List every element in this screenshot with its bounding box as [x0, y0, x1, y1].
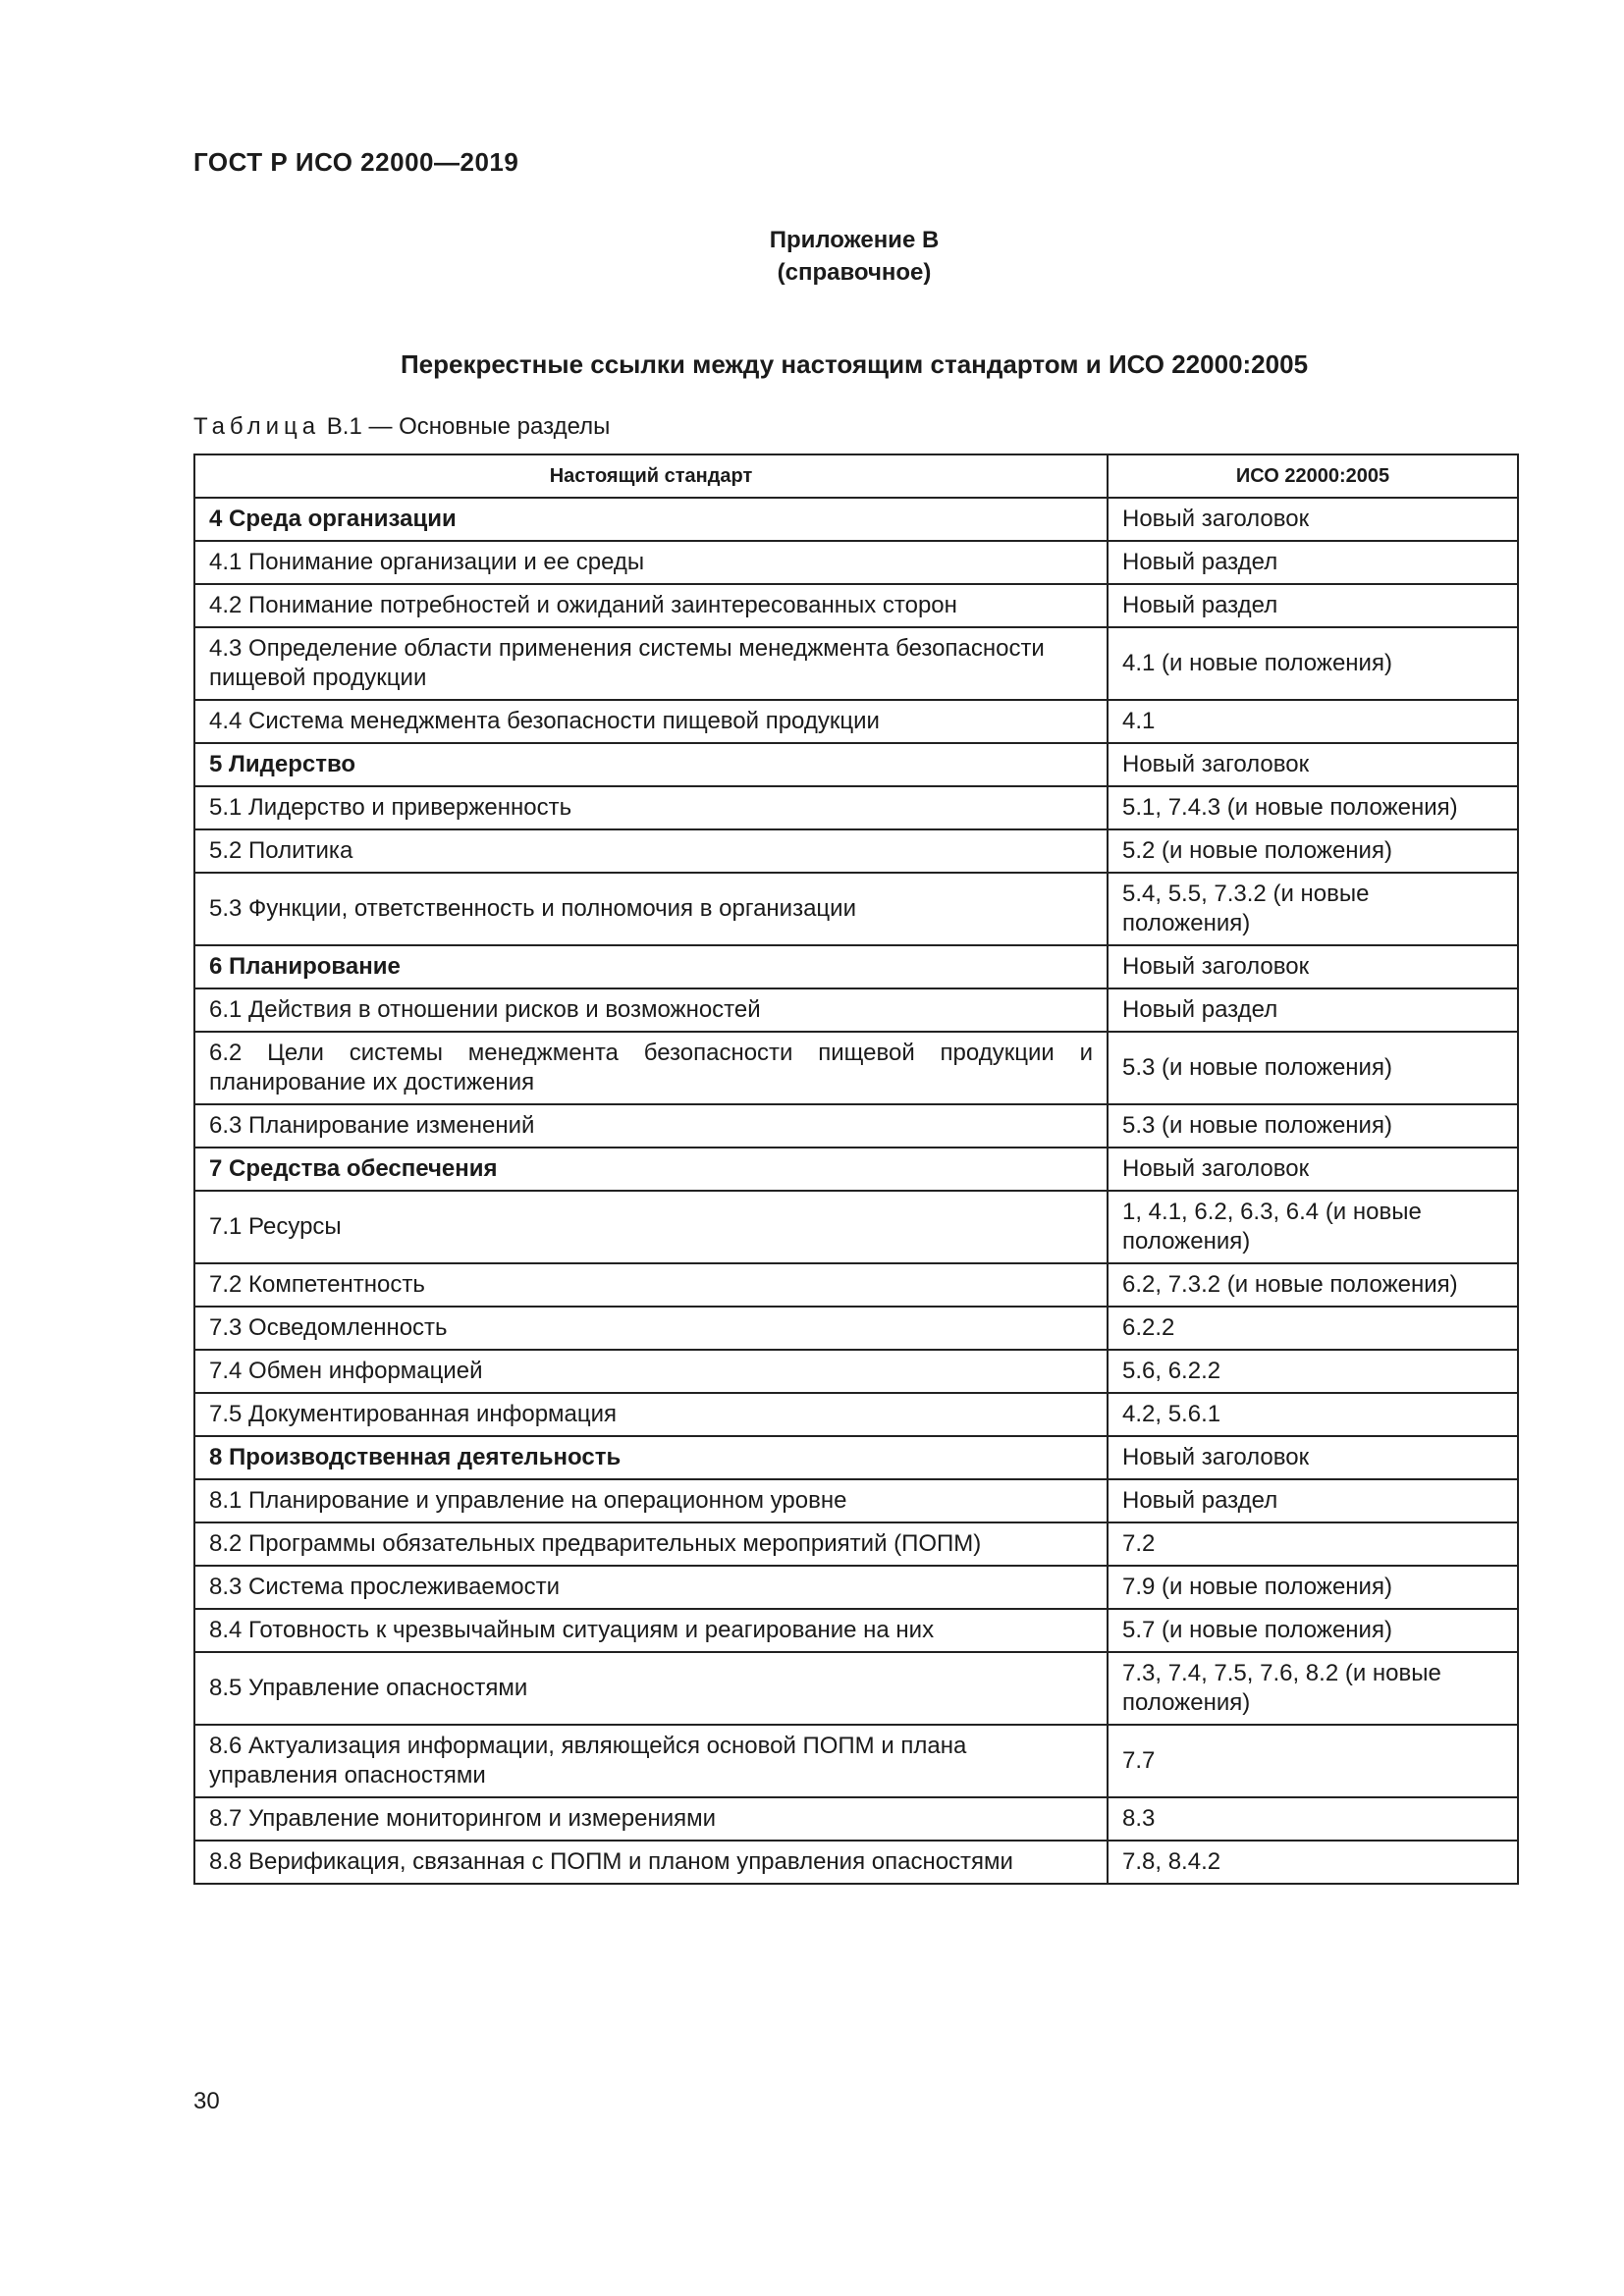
cell-standard: 7 Средства обеспечения: [194, 1148, 1108, 1191]
cell-standard: 7.4 Обмен информацией: [194, 1350, 1108, 1393]
table-row: [194, 700, 1518, 743]
table-row: [194, 1522, 1518, 1566]
cell-standard: 6 Планирование: [194, 945, 1108, 988]
table-caption: [193, 413, 610, 441]
page-number: 30: [193, 2088, 220, 2114]
table-row: [194, 584, 1518, 627]
cell-iso: 6.2, 7.3.2 (и новые положения): [1108, 1263, 1518, 1307]
table-header-row: [194, 454, 1518, 498]
cell-standard: 7.1 Ресурсы: [194, 1191, 1108, 1263]
cell-standard: 7.5 Документированная информация: [194, 1393, 1108, 1436]
table-row: [194, 1841, 1518, 1884]
cell-iso: 5.4, 5.5, 7.3.2 (и новые положения): [1108, 873, 1518, 945]
cell-standard: 8.4 Готовность к чрезвычайным ситуациям и реагирование на них: [194, 1609, 1108, 1652]
cell-iso: Новый заголовок: [1108, 1436, 1518, 1479]
cell-iso: 7.9 (и новые положения): [1108, 1566, 1518, 1609]
table-row: [194, 1479, 1518, 1522]
cell-iso: Новый раздел: [1108, 541, 1518, 584]
cell-iso: 4.1: [1108, 700, 1518, 743]
table-row: [194, 945, 1518, 988]
cell-iso: 7.2: [1108, 1522, 1518, 1566]
cell-iso: 1, 4.1, 6.2, 6.3, 6.4 (и новые положения): [1108, 1191, 1518, 1263]
table-row: [194, 1032, 1518, 1104]
cell-standard: 8.8 Верификация, связанная с ПОПМ и планом управления опасностями: [194, 1841, 1108, 1884]
appendix-heading: [0, 224, 1624, 289]
cell-standard: 8 Производственная деятельность: [194, 1436, 1108, 1479]
table-row: [194, 1350, 1518, 1393]
cell-standard: 8.7 Управление мониторингом и измерениями: [194, 1797, 1108, 1841]
cell-standard: 5.3 Функции, ответственность и полномочия в организации: [194, 873, 1108, 945]
cell-iso: 6.2.2: [1108, 1307, 1518, 1350]
cell-iso: 5.1, 7.4.3 (и новые положения): [1108, 786, 1518, 829]
cell-iso: 7.3, 7.4, 7.5, 7.6, 8.2 (и новые положения): [1108, 1652, 1518, 1725]
cell-standard: 4.4 Система менеджмента безопасности пищевой продукции: [194, 700, 1108, 743]
column-header-standard: Настоящий стандарт: [194, 454, 1108, 498]
cell-iso: Новый раздел: [1108, 988, 1518, 1032]
table-row: [194, 1148, 1518, 1191]
cell-standard: 8.6 Актуализация информации, являющейся основой ПОПМ и плана управления опасностями: [194, 1725, 1108, 1797]
document-header: ГОСТ Р ИСО 22000—2019: [193, 147, 519, 177]
cell-iso: 4.1 (и новые положения): [1108, 627, 1518, 700]
cell-iso: Новый заголовок: [1108, 945, 1518, 988]
cell-iso: 7.7: [1108, 1725, 1518, 1797]
table-row: [194, 786, 1518, 829]
cell-standard: 5.1 Лидерство и приверженность: [194, 786, 1108, 829]
table-row: [194, 1393, 1518, 1436]
cell-standard: 7.2 Компетентность: [194, 1263, 1108, 1307]
appendix-type: (справочное): [777, 259, 932, 286]
cell-standard: 4 Среда организации: [194, 498, 1108, 541]
table-row: [194, 498, 1518, 541]
cell-standard: 7.3 Осведомленность: [194, 1307, 1108, 1350]
cell-standard: 8.1 Планирование и управление на операционном уровне: [194, 1479, 1108, 1522]
table-row: [194, 1263, 1518, 1307]
cell-standard: 4.3 Определение области применения системы менеджмента безопасности пищевой продукции: [194, 627, 1108, 700]
table-row: [194, 873, 1518, 945]
table-row: [194, 1436, 1518, 1479]
cell-iso: Новый раздел: [1108, 584, 1518, 627]
table-caption-prefix: Таблица: [193, 413, 321, 440]
cell-iso: 5.6, 6.2.2: [1108, 1350, 1518, 1393]
cell-standard: 8.5 Управление опасностями: [194, 1652, 1108, 1725]
appendix-title: Приложение В: [769, 227, 940, 253]
cell-iso: 7.8, 8.4.2: [1108, 1841, 1518, 1884]
cell-iso: 4.2, 5.6.1: [1108, 1393, 1518, 1436]
column-header-iso: ИСО 22000:2005: [1108, 454, 1518, 498]
table-row: [194, 541, 1518, 584]
cell-standard: 8.3 Система прослеживаемости: [194, 1566, 1108, 1609]
table-row: [194, 988, 1518, 1032]
cell-iso: 8.3: [1108, 1797, 1518, 1841]
cell-iso: 5.2 (и новые положения): [1108, 829, 1518, 873]
cell-standard: 5.2 Политика: [194, 829, 1108, 873]
table-row: [194, 1307, 1518, 1350]
cell-iso: 5.7 (и новые положения): [1108, 1609, 1518, 1652]
table-row: [194, 627, 1518, 700]
table-title: Перекрестные ссылки между настоящим стандартом и ИСО 22000:2005: [400, 349, 1309, 379]
table-row: [194, 829, 1518, 873]
cell-iso: Новый заголовок: [1108, 743, 1518, 786]
table-row: [194, 1652, 1518, 1725]
cell-standard: 4.1 Понимание организации и ее среды: [194, 541, 1108, 584]
cell-iso: Новый заголовок: [1108, 1148, 1518, 1191]
cell-standard: 6.2 Цели системы менеджмента безопасности пищевой продукции и планирование их достижения: [194, 1032, 1108, 1104]
cell-standard: 6.1 Действия в отношении рисков и возможностей: [194, 988, 1108, 1032]
cell-standard: 4.2 Понимание потребностей и ожиданий заинтересованных сторон: [194, 584, 1108, 627]
cell-standard: 8.2 Программы обязательных предварительных мероприятий (ПОПМ): [194, 1522, 1108, 1566]
cell-standard: 5 Лидерство: [194, 743, 1108, 786]
cell-iso: Новый заголовок: [1108, 498, 1518, 541]
cell-standard: 6.3 Планирование изменений: [194, 1104, 1108, 1148]
table-row: [194, 1609, 1518, 1652]
cross-reference-table: [193, 454, 1519, 1885]
table-row: [194, 1725, 1518, 1797]
cell-iso: 5.3 (и новые положения): [1108, 1104, 1518, 1148]
table-row: [194, 1104, 1518, 1148]
table-row: [194, 743, 1518, 786]
table-row: [194, 1566, 1518, 1609]
table-row: [194, 1191, 1518, 1263]
table-caption-text: В.1 — Основные разделы: [320, 413, 611, 440]
table-row: [194, 1797, 1518, 1841]
cell-iso: Новый раздел: [1108, 1479, 1518, 1522]
cell-iso: 5.3 (и новые положения): [1108, 1032, 1518, 1104]
